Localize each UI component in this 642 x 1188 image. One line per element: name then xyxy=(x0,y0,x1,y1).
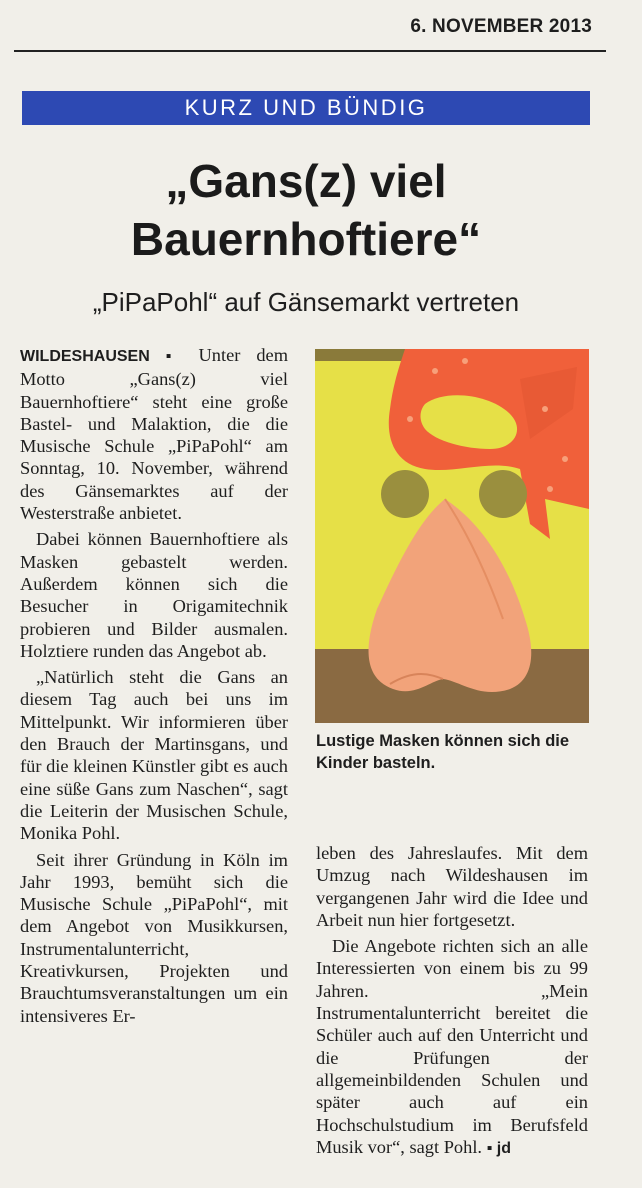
dateline-separator: ▪ xyxy=(149,348,199,365)
paragraph-text: Unter dem Motto „Gans(z) viel Bauernhoftiere“ steht eine große Bastel- und Malaktion, die die Musische Schule „PiPaPohl“ am Sonntag, 10. November, während des Gänsemarktes auf der Westerstraße anbietet. xyxy=(20,345,288,524)
article-photo xyxy=(315,349,589,723)
paragraph: „Natürlich steht die Gans an diesem Tag auch bei uns im Mittelpunkt. Wir informieren über den Brauch der Martinsgans, und für die kleinen Künstler gibt es auch eine süße Gans zum Naschen“, sagt die Leiterin der Musischen Schule, Monika Pohl. xyxy=(20,667,288,844)
goose-mask-illustration xyxy=(315,349,589,723)
paragraph-text: Die Angebote richten sich an alle Interessierten von einem bis zu 99 Jahren. „Mein Instrumentalunterricht bereitet die Schüler auch auf den Unterricht und die Prüfungen der allgemeinbildenden Schulen und später auch auf ein Hochschulstudium im Berufsfeld Musik vor“, sagt Pohl. xyxy=(316,936,588,1157)
subheadline: „PiPaPohl“ auf Gänsemarkt vertreten xyxy=(92,287,520,317)
article-column-left xyxy=(20,344,288,1031)
paragraph: leben des Jahreslaufes. Mit dem Umzug nach Wildeshausen im vergangenen Jahr wird die Idee und Arbeit nun hier fortgesetzt. xyxy=(316,843,588,930)
headline-line-2: Bauernhoftiere“ xyxy=(130,213,482,265)
author-signature: ▪ jd xyxy=(486,1139,511,1157)
section-banner: KURZ UND BÜNDIG xyxy=(22,91,590,125)
paragraph: Seit ihrer Gründung in Köln im Jahr 1993, bemüht sich die Musische Schule „PiPaPohl“, mit dem Angebot von Musikkursen, Instrumentalunterricht, Kreativkursen, Projekten und Brauchtumsveranstaltungen um ein intensiveres Er- xyxy=(20,849,288,1026)
issue-date: 6. NOVEMBER 2013 xyxy=(410,16,592,37)
paragraph: Dabei können Bauernhoftiere als Masken gebastelt werden. Außerdem können sich die Besucher in Origamitechnik probieren und Bilder ausmalen. Holztiere runden das Angebot ab. xyxy=(20,529,288,661)
dateline: WILDESHAUSEN xyxy=(20,348,150,365)
header-rule xyxy=(14,50,606,52)
headline-line-1: „Gans(z) viel xyxy=(165,155,447,207)
article-column-right xyxy=(316,842,588,1164)
headline xyxy=(20,152,592,268)
photo-caption: Lustige Masken können sich die Kinder basteln. xyxy=(316,732,570,772)
paragraph xyxy=(20,344,288,524)
paragraph xyxy=(316,935,588,1160)
